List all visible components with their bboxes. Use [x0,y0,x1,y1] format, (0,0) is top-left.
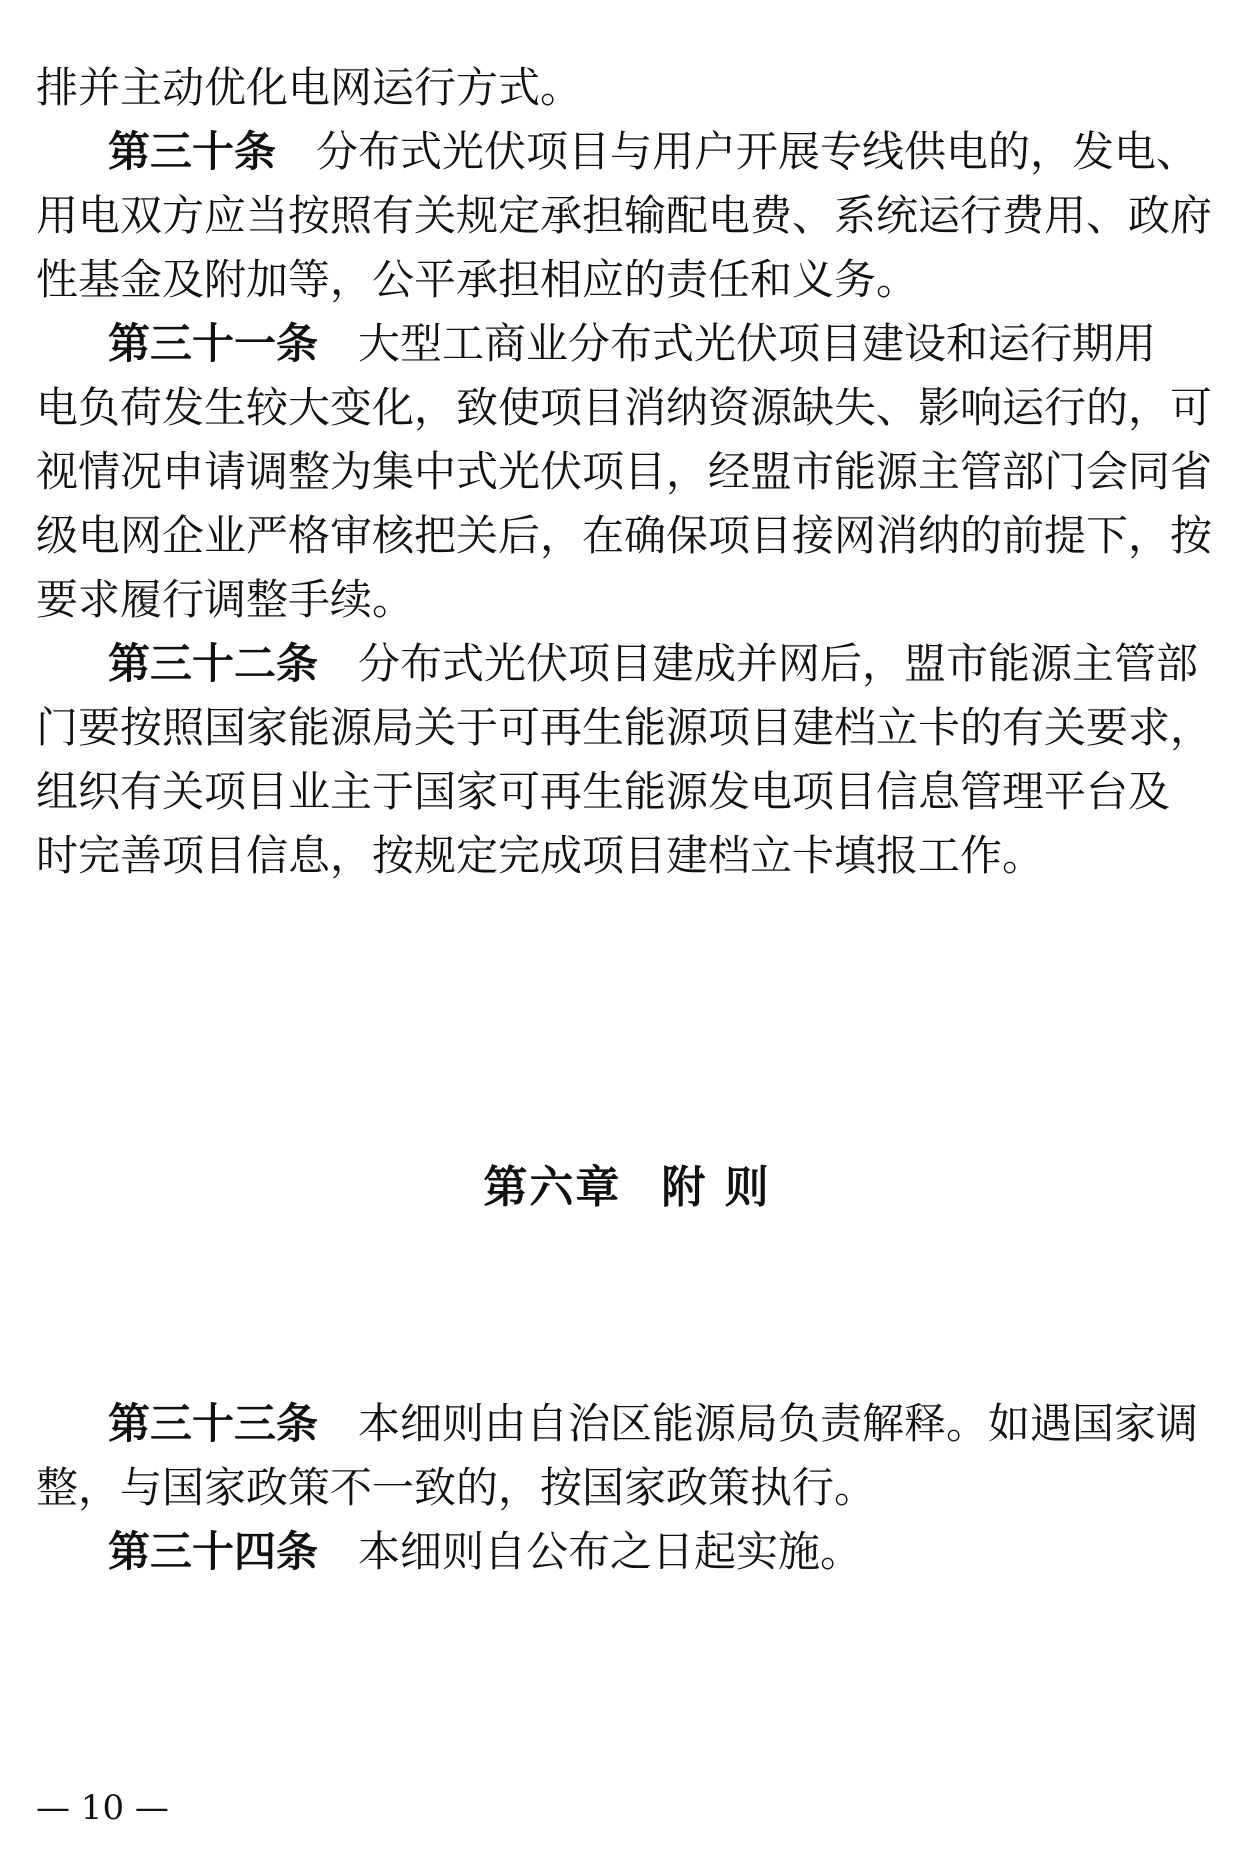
article-32-label: 第三十二条 [108,639,319,688]
body-text-line: 排并主动优化电网运行方式。 [36,63,583,112]
article-34-text: 本细则自公布之日起实施。 [358,1527,863,1576]
article-32-text: 分布式光伏项目建成并网后，盟市能源主管部 [358,639,1199,688]
article-31-first-line [108,316,1157,372]
body-text-line: 电负荷发生较大变化，致使项目消纳资源缺失、影响运行的，可 [36,383,1213,432]
body-text-line: 级电网企业严格审核把关后，在确保项目接网消纳的前提下，按 [36,511,1213,560]
article-30-first-line [108,124,1199,180]
article-34-label: 第三十四条 [108,1527,319,1576]
article-30-text: 分布式光伏项目与用户开展专线供电的，发电、 [316,127,1199,176]
body-text-line: 视情况申请调整为集中式光伏项目，经盟市能源主管部门会同省 [36,447,1213,496]
body-text-line: 用电双方应当按照有关规定承担输配电费、系统运行费用、政府 [36,191,1213,240]
chapter-title: 附 则 [661,1162,771,1213]
article-30-label: 第三十条 [108,127,277,176]
article-34-first-line [108,1524,862,1580]
article-31-label: 第三十一条 [108,319,319,368]
body-text-line: 性基金及附加等，公平承担相应的责任和义务。 [36,255,919,304]
article-31-text: 大型工商业分布式光伏项目建设和运行期用 [358,319,1157,368]
article-33-text: 本细则由自治区能源局负责解释。如遇国家调 [358,1399,1199,1448]
article-33-first-line [108,1396,1199,1452]
chapter-heading [0,1158,1254,1218]
body-text-line: 要求履行调整手续。 [36,575,415,624]
chapter-number: 第六章 [483,1162,622,1213]
body-text-line: 时完善项目信息，按规定完成项目建档立卡填报工作。 [36,831,1045,880]
page-number: — 10 — [36,1788,169,1828]
body-text-line: 组织有关项目业主于国家可再生能源发电项目信息管理平台及 [36,767,1171,816]
article-32-first-line [108,636,1199,692]
body-text-line: 整，与国家政策不一致的，按国家政策执行。 [36,1463,877,1512]
article-33-label: 第三十三条 [108,1399,319,1448]
body-text-line: 门要按照国家能源局关于可再生能源项目建档立卡的有关要求， [36,703,1213,752]
